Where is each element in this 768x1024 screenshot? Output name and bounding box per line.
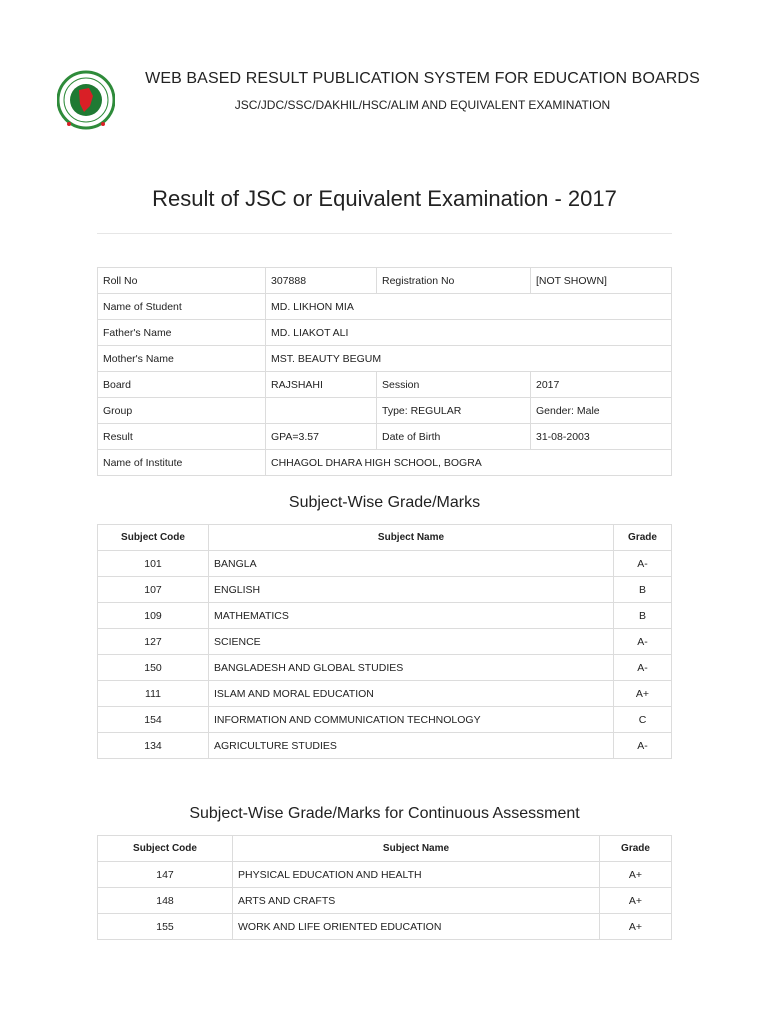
label-cell: Registration No bbox=[377, 268, 531, 294]
value-cell: 31-08-2003 bbox=[531, 424, 672, 450]
subject-code: 101 bbox=[98, 551, 209, 577]
subject-grade: A- bbox=[614, 655, 672, 681]
value-cell: MST. BEAUTY BEGUM bbox=[266, 346, 672, 372]
subject-name: ARTS AND CRAFTS bbox=[233, 888, 600, 914]
table-row bbox=[98, 629, 672, 655]
label-cell: Date of Birth bbox=[377, 424, 531, 450]
label-cell: Roll No bbox=[98, 268, 266, 294]
table-row bbox=[98, 862, 672, 888]
subject-name: BANGLADESH AND GLOBAL STUDIES bbox=[209, 655, 614, 681]
subject-grade: A- bbox=[614, 551, 672, 577]
column-header: Subject Code bbox=[98, 525, 209, 551]
subject-name: MATHEMATICS bbox=[209, 603, 614, 629]
table-row bbox=[98, 914, 672, 940]
subject-code: 127 bbox=[98, 629, 209, 655]
table-row bbox=[98, 888, 672, 914]
value-cell: 2017 bbox=[531, 372, 672, 398]
table-row bbox=[98, 346, 672, 372]
subject-name: ISLAM AND MORAL EDUCATION bbox=[209, 681, 614, 707]
value-cell: Gender: Male bbox=[531, 398, 672, 424]
label-cell: Name of Institute bbox=[98, 450, 266, 476]
grades-heading: Subject-Wise Grade/Marks bbox=[288, 494, 481, 511]
column-header: Subject Code bbox=[98, 836, 233, 862]
subject-name: WORK AND LIFE ORIENTED EDUCATION bbox=[233, 914, 600, 940]
table-row bbox=[98, 320, 672, 346]
page-title: Result of JSC or Equivalent Examination - 2017 bbox=[152, 186, 617, 211]
table-row bbox=[98, 681, 672, 707]
value-cell: MD. LIKHON MIA bbox=[266, 294, 672, 320]
subject-name: SCIENCE bbox=[209, 629, 614, 655]
label-cell: Mother's Name bbox=[98, 346, 266, 372]
value-cell: CHHAGOL DHARA HIGH SCHOOL, BOGRA bbox=[266, 450, 672, 476]
label-cell: Result bbox=[98, 424, 266, 450]
value-cell: GPA=3.57 bbox=[266, 424, 377, 450]
subject-grade: A- bbox=[614, 629, 672, 655]
value-cell: RAJSHAHI bbox=[266, 372, 377, 398]
value-cell: MD. LIAKOT ALI bbox=[266, 320, 672, 346]
subject-name: INFORMATION AND COMMUNICATION TECHNOLOGY bbox=[209, 707, 614, 733]
subject-grade: A+ bbox=[600, 862, 672, 888]
table-row bbox=[98, 707, 672, 733]
grades-table bbox=[97, 524, 672, 759]
label-cell: Session bbox=[377, 372, 531, 398]
value-cell: 307888 bbox=[266, 268, 377, 294]
subject-grade: C bbox=[614, 707, 672, 733]
subject-code: 154 bbox=[98, 707, 209, 733]
subject-code: 134 bbox=[98, 733, 209, 759]
table-row bbox=[98, 372, 672, 398]
subject-grade: B bbox=[614, 577, 672, 603]
divider bbox=[97, 233, 672, 234]
table-row bbox=[98, 551, 672, 577]
table-row bbox=[98, 450, 672, 476]
subject-grade: A+ bbox=[614, 681, 672, 707]
ca-grades-table bbox=[97, 835, 672, 940]
subject-code: 111 bbox=[98, 681, 209, 707]
subject-code: 148 bbox=[98, 888, 233, 914]
label-cell: Name of Student bbox=[98, 294, 266, 320]
site-subtitle: JSC/JDC/SSC/DAKHIL/HSC/ALIM AND EQUIVALENT EXAMINATION bbox=[234, 98, 611, 112]
column-header: Grade bbox=[614, 525, 672, 551]
table-header-row bbox=[98, 525, 672, 551]
column-header: Subject Name bbox=[233, 836, 600, 862]
column-header: Subject Name bbox=[209, 525, 614, 551]
table-row bbox=[98, 294, 672, 320]
site-title: WEB BASED RESULT PUBLICATION SYSTEM FOR EDUCATION BOARDS bbox=[145, 70, 700, 87]
column-header: Grade bbox=[600, 836, 672, 862]
subject-code: 109 bbox=[98, 603, 209, 629]
subject-grade: B bbox=[614, 603, 672, 629]
table-row bbox=[98, 733, 672, 759]
subject-code: 150 bbox=[98, 655, 209, 681]
value-cell: [NOT SHOWN] bbox=[531, 268, 672, 294]
label-cell: Group bbox=[98, 398, 266, 424]
student-info-table bbox=[97, 267, 672, 476]
government-seal-logo bbox=[57, 66, 115, 140]
subject-grade: A- bbox=[614, 733, 672, 759]
subject-grade: A+ bbox=[600, 914, 672, 940]
subject-code: 107 bbox=[98, 577, 209, 603]
table-row bbox=[98, 655, 672, 681]
value-cell: Type: REGULAR bbox=[377, 398, 531, 424]
value-cell bbox=[266, 398, 377, 424]
subject-code: 147 bbox=[98, 862, 233, 888]
subject-name: ENGLISH bbox=[209, 577, 614, 603]
subject-code: 155 bbox=[98, 914, 233, 940]
table-row bbox=[98, 603, 672, 629]
subject-name: BANGLA bbox=[209, 551, 614, 577]
ca-heading: Subject-Wise Grade/Marks for Continuous Assessment bbox=[189, 805, 580, 822]
label-cell: Father's Name bbox=[98, 320, 266, 346]
subject-name: PHYSICAL EDUCATION AND HEALTH bbox=[233, 862, 600, 888]
label-cell: Board bbox=[98, 372, 266, 398]
table-row bbox=[98, 577, 672, 603]
subject-name: AGRICULTURE STUDIES bbox=[209, 733, 614, 759]
subject-grade: A+ bbox=[600, 888, 672, 914]
table-row bbox=[98, 268, 672, 294]
table-row bbox=[98, 424, 672, 450]
table-row bbox=[98, 398, 672, 424]
table-header-row bbox=[98, 836, 672, 862]
